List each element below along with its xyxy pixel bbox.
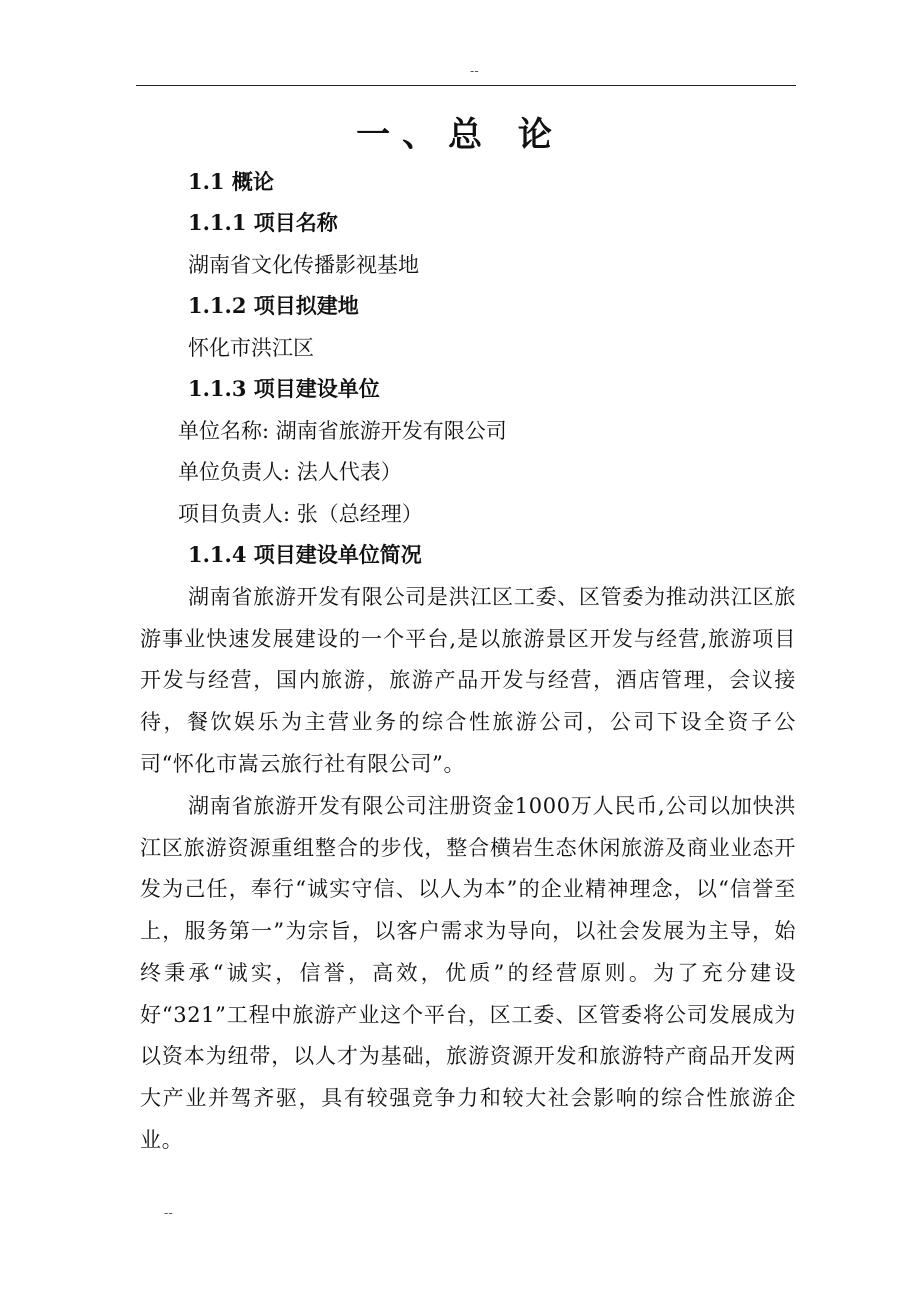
header-rule xyxy=(136,85,796,86)
unit-leader-text: 单位负责人: 法人代表） xyxy=(178,460,402,484)
location-text: 怀化市洪江区 xyxy=(188,336,314,360)
heading-1-1: 1.1 概论 xyxy=(188,169,274,194)
page-title: 一、总 论 xyxy=(356,115,564,155)
heading-1-1-4: 1.1.4 项目建设单位简况 xyxy=(188,542,422,567)
project-leader-text: 项目负责人: 张（总经理） xyxy=(178,502,423,526)
heading-1-1-2: 1.1.2 项目拟建地 xyxy=(188,293,359,318)
paragraph-company-mission: 湖南省旅游开发有限公司注册资金1000万人民币,公司以加快洪江区旅游资源重组整合的步伐，整合横岩生态休闲旅游及商业业态开发为己任，奉行“诚实守信、以人为本”的企业精神理念，以“信誉至上，服务第一”为宗旨，以客户需求为导向，以社会发展为主导，始终秉承“诚实，信誉，高效，优质”的经营原则。为了充分建设好“321”工程中旅游产业这个平台，区工委、区管委将公司发展成为以资本为纽带，以人才为基础，旅游资源开发和旅游特产商品开发两大产业并驾齐驱，具有较强竞争力和较大社会影响的综合性旅游企业。 xyxy=(140,794,796,1152)
unit-name-text: 单位名称: 湖南省旅游开发有限公司 xyxy=(178,419,507,443)
header-mark: -- xyxy=(470,64,479,78)
paragraph-company-overview: 湖南省旅游开发有限公司是洪江区工委、区管委为推动洪江区旅游事业快速发展建设的一个平台,是以旅游景区开发与经营,旅游项目开发与经营，国内旅游，旅游产品开发与经营，酒店管理，会议接待，餐饮娱乐为主营业务的综合性旅游公司，公司下设全资子公司“怀化市嵩云旅行社有限公司”。 xyxy=(140,585,796,776)
heading-1-1-1: 1.1.1 项目名称 xyxy=(188,210,338,235)
heading-1-1-3: 1.1.3 项目建设单位 xyxy=(188,376,380,401)
footer-mark: -- xyxy=(164,1206,173,1220)
project-name-text: 湖南省文化传播影视基地 xyxy=(188,253,419,277)
